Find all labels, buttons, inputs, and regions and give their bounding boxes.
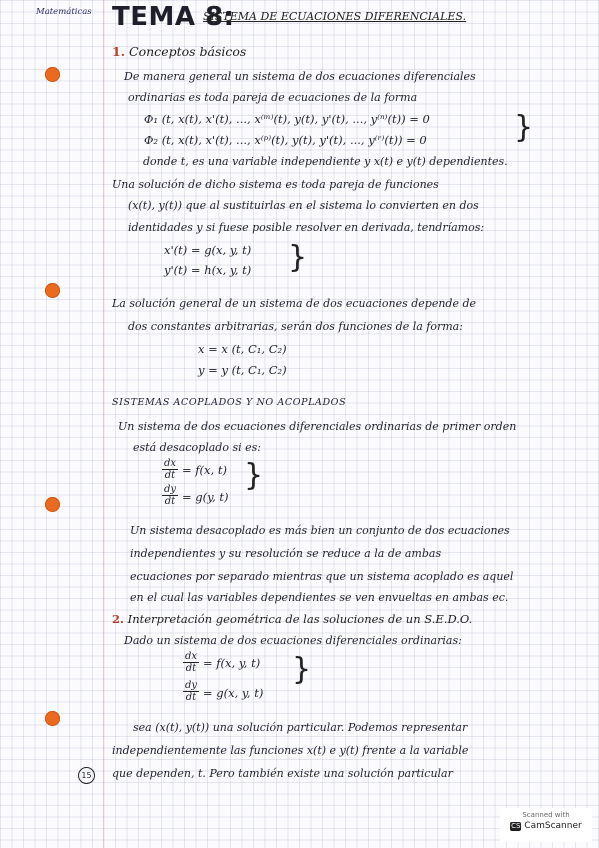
equation-resolved-y: y'(t) = h(x, y, t): [164, 263, 252, 277]
text-line: independientes y su resolución se reduce a la de ambas: [130, 547, 442, 560]
equation-general-y: y = y (t, C₁, C₂): [198, 363, 287, 377]
page-number: 15: [78, 767, 95, 784]
text-line: La solución general de un sistema de dos ecuaciones depende de: [112, 297, 477, 310]
scanner-brand: [500, 821, 592, 831]
scanner-brand-name: CamScanner: [524, 821, 582, 831]
fraction-dy-dt: [182, 680, 200, 703]
text-line: dos constantes arbitrarias, serán dos funciones de la forma:: [128, 320, 463, 333]
equation-resolved-x: x'(t) = g(x, y, t): [164, 243, 252, 257]
fraction-dy-dt: [161, 484, 179, 507]
binder-hole: [45, 497, 60, 512]
text-line: está desacoplado si es:: [133, 441, 261, 454]
section-1-heading: [112, 44, 246, 59]
text-line: sea (x(t), y(t)) una solución particular. Podemos representar: [133, 721, 468, 734]
fraction-dx-dt: [182, 651, 200, 674]
subsection-heading: SISTEMAS ACOPLADOS Y NO ACOPLADOS: [112, 397, 347, 408]
fraction-dx-dt: [161, 458, 179, 481]
text-line: De manera general un sistema de dos ecuaciones diferenciales: [124, 70, 476, 83]
brace: }: [244, 458, 264, 493]
equation-rhs: = g(y, t): [182, 490, 229, 504]
section-1-title: Conceptos básicos: [129, 44, 247, 59]
equation-rhs: = f(x, t): [182, 463, 227, 477]
scanner-caption: Scanned with: [522, 811, 570, 819]
scanner-watermark: [500, 808, 592, 842]
text-line: en el cual las variables dependientes se ven envueltas en ambas ec.: [130, 591, 509, 604]
tema-number: TEMA 8:: [112, 2, 235, 32]
text-line: Dado un sistema de dos ecuaciones diferenciales ordinarias:: [124, 634, 462, 647]
text-line: Un sistema desacoplado es más bien un conjunto de dos ecuaciones: [130, 524, 510, 537]
text-line: Una solución de dicho sistema es toda pareja de funciones: [112, 178, 439, 191]
brace: }: [514, 110, 534, 145]
fraction-denominator: dt: [185, 663, 197, 674]
page-title: SISTEMA DE ECUACIONES DIFERENCIALES.: [203, 10, 467, 23]
section-2-title: Interpretación geométrica de las soluciones de un S.E.D.O.: [127, 612, 473, 626]
fraction-numerator: dy: [184, 680, 198, 691]
equation-rhs: = f(x, y, t): [203, 656, 261, 670]
equation-phi-2: Φ₂ (t, x(t), x'(t), ..., x⁽ᵖ⁾(t), y(t), y'(t), ..., y⁽ʳ⁾(t)) = 0: [144, 133, 427, 147]
margin-line: [103, 0, 104, 848]
text-line: identidades y si fuese posible resolver en derivada, tendríamos:: [128, 221, 485, 234]
binder-hole: [45, 711, 60, 726]
text-line: donde t, es una variable independiente y x(t) e y(t) dependientes.: [143, 155, 508, 168]
section-2-heading: [112, 612, 472, 626]
fraction-denominator: dt: [164, 496, 176, 507]
fraction-numerator: dx: [163, 458, 177, 469]
fraction-numerator: dy: [163, 484, 177, 495]
text-line: ecuaciones por separado mientras que un sistema acoplado es aquel: [130, 570, 514, 583]
binder-hole: [45, 67, 60, 82]
text-line: (x(t), y(t)) que al sustituirlas en el sistema lo convierten en dos: [128, 199, 479, 212]
brace: }: [292, 652, 312, 687]
binder-hole: [45, 283, 60, 298]
section-2-number: 2.: [112, 612, 125, 626]
equation-general-x: x = x (t, C₁, C₂): [198, 342, 287, 356]
subject-label: Matemáticas: [36, 7, 92, 17]
equation-phi-1: Φ₁ (t, x(t), x'(t), ..., x⁽ᵐ⁾(t), y(t), y'(t), ..., y⁽ⁿ⁾(t)) = 0: [144, 112, 430, 126]
section-1-number: 1.: [112, 44, 126, 59]
brace: }: [288, 240, 308, 275]
equation-rhs: = g(x, y, t): [203, 686, 264, 700]
camscanner-logo-icon: CS: [511, 821, 521, 830]
text-line: ordinarias es toda pareja de ecuaciones de la forma: [128, 91, 418, 104]
text-line: independientemente las funciones x(t) e y(t) frente a la variable: [112, 744, 469, 757]
fraction-denominator: dt: [185, 692, 197, 703]
fraction-numerator: dx: [184, 651, 198, 662]
text-line: que dependen, t. Pero también existe una solución particular: [112, 767, 453, 780]
fraction-denominator: dt: [164, 470, 176, 481]
text-line: Un sistema de dos ecuaciones diferenciales ordinarias de primer orden: [118, 420, 517, 433]
